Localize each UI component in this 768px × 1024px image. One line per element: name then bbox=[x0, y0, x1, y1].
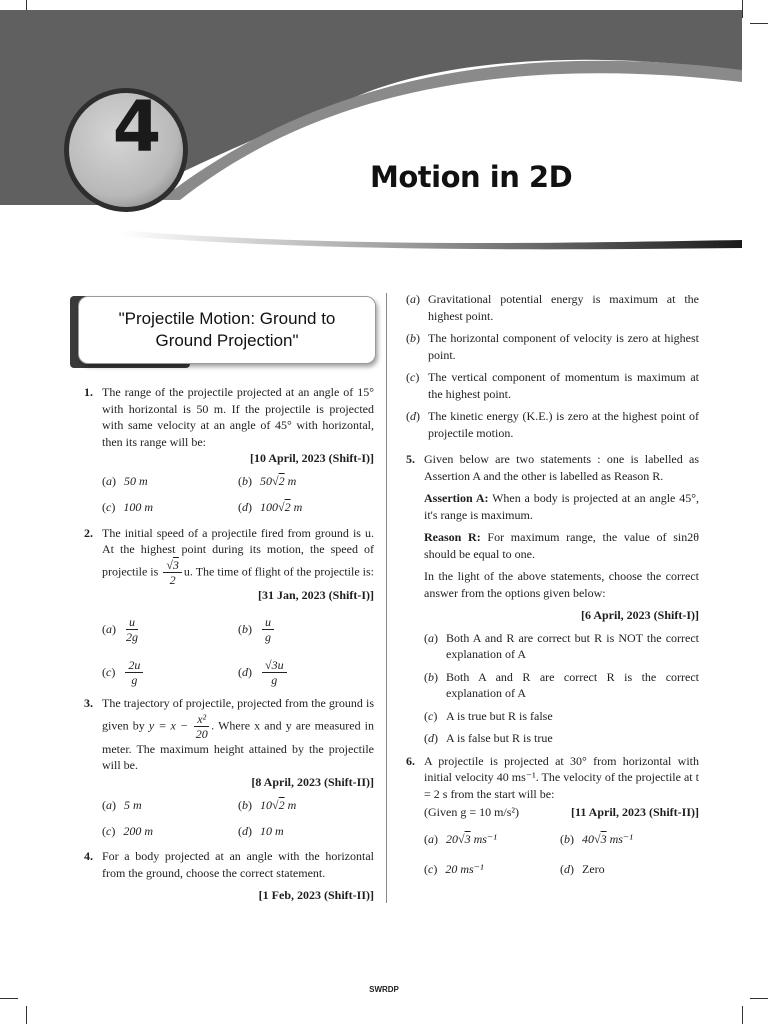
question-source: [8 April, 2023 (Shift-II)] bbox=[251, 774, 374, 789]
crop-mark bbox=[0, 998, 18, 999]
fraction: $\frac{√3}{2}$ bbox=[163, 558, 182, 587]
chapter-title: Motion in 2D bbox=[370, 160, 573, 194]
question-text: The initial speed of a projectile fired from ground is u. At the highest point during its motion, the speed of projectile is bbox=[102, 525, 374, 578]
section-heading: "Projectile Motion: Ground to Ground Projection" bbox=[118, 309, 336, 350]
option-c: ( c ) 100 m bbox=[102, 499, 238, 517]
option-a: ( a ) Both A and R are correct but R is NOT the correct explanation of A bbox=[424, 630, 699, 663]
right-column bbox=[406, 291, 699, 887]
option-a: ( a ) 50 m bbox=[102, 473, 238, 491]
question-6: 6. A projectile is projected at 30° from horizontal with initial velocity 40 ms⁻¹. The velocity of the projectile at t = 2 s from the start will be: (Given g = 10 m/s²) [11 April, 2023 (Shift-II)] bbox=[406, 753, 699, 819]
option-c: ( c ) 20 ms⁻¹ bbox=[424, 861, 560, 879]
question-source: [6 April, 2023 (Shift-I)] bbox=[581, 608, 699, 622]
question-5: 5. Given below are two statements : one is labelled as Assertion A and the other is labelled as Reason R. Assertion A: When a body is projected at an angle 45°, it's range is maximum. Reason R: For maximum range, the value of sin2θ should be equal to one. In the light of the above statements, choose the correct answer from the options given below: [6 April, 2023 (Shift-I)] bbox=[406, 452, 699, 622]
option-d: ( d ) Zero bbox=[560, 861, 710, 879]
left-column bbox=[84, 384, 374, 904]
option-b: ( b ) Both A and R are correct R is the correct explanation of A bbox=[424, 669, 699, 702]
question-text: A projectile is projected at 30° from horizontal with initial velocity 40 ms⁻¹. The velocity of the projectile at t = 2 s from the start will be: bbox=[424, 753, 699, 801]
crop-mark bbox=[742, 1006, 743, 1024]
option-b: ( b ) The horizontal component of velocity is zero at highest point. bbox=[406, 330, 699, 363]
option-d: ( d ) $\frac{√3u}{g}$ bbox=[238, 658, 388, 687]
question-text: For a body projected at an angle with the horizontal from the ground, choose the correct statement. bbox=[102, 849, 374, 880]
option-a: ( a ) 20√3 ms⁻¹ bbox=[424, 831, 560, 849]
options bbox=[406, 831, 699, 879]
option-d: ( d ) 10 m bbox=[238, 822, 388, 840]
option-a: ( a ) 5 m bbox=[102, 796, 238, 814]
assertion: Assertion A: When a body is projected at an angle 45°, it's range is maximum. bbox=[424, 491, 699, 522]
question-source: [1 Feb, 2023 (Shift-II)] bbox=[258, 888, 374, 902]
question-text: The trajectory of projectile, projected from the ground is given by bbox=[102, 696, 374, 732]
question-source: [31 Jan, 2023 (Shift-I)] bbox=[258, 587, 374, 602]
option-c: ( c ) A is true but R is false bbox=[424, 708, 699, 725]
option-d: ( d ) 100√2 m bbox=[238, 499, 388, 517]
question-1: 1. The range of the projectile projected at an angle of 15° with horizontal is 50 m. If the projectile is projected with same velocity at an angle of 45° with horizontal, then its range will be: [10 April, 2023 (Shift-I)] bbox=[84, 385, 374, 465]
question-2: 2. The initial speed of a projectile fired from ground is u. At the highest point during its motion, the speed of projectile is $\frac{√3}{2}$ u. The time of flight of the projectile is: [31 Jan, 2023 (Shift-I)] bbox=[84, 525, 374, 602]
option-b: ( b ) 40√3 ms⁻¹ bbox=[560, 831, 710, 849]
crop-mark bbox=[750, 998, 768, 999]
question-3: 3. The trajectory of projectile, projected from the ground is given by y = x − $\frac{\text{x²}}{20}$ . Where x and y are measured in meter. The maximum height attained by the projectile will be. [8 April, 2023 (Shift-II)] bbox=[84, 696, 375, 789]
option-d: ( d ) The kinetic energy (K.E.) is zero at the highest point of projectile motion. bbox=[406, 408, 699, 441]
option-b: ( b ) 10√2 m bbox=[238, 796, 388, 814]
option-b: ( b ) 50√2 m bbox=[238, 473, 388, 491]
question-source: [11 April, 2023 (Shift-II)] bbox=[570, 805, 699, 819]
page-footer: SWRDP bbox=[369, 985, 399, 994]
option-c: ( c ) 200 m bbox=[102, 822, 238, 840]
fraction: $\frac{\text{x²}}{20}$ bbox=[195, 711, 208, 741]
options bbox=[84, 615, 374, 687]
option-b: ( b ) $\frac{u}{g}$ bbox=[238, 615, 388, 644]
option-d: ( d ) A is false but R is true bbox=[424, 730, 699, 747]
question-text: Given below are two statements : one is labelled as Assertion A and the other is labelled as Reason R. bbox=[424, 452, 699, 483]
option-c: ( c ) The vertical component of momentum is maximum at the highest point. bbox=[406, 369, 699, 402]
option-a: ( a ) $\frac{u}{2g}$ bbox=[102, 615, 238, 644]
section-heading-box bbox=[70, 296, 375, 366]
question-4: 4. For a body projected at an angle with the horizontal from the ground, choose the correct statement. [1 Feb, 2023 (Shift-II)] bbox=[84, 849, 374, 902]
instruction: In the light of the above statements, choose the correct answer from the options given below: bbox=[424, 569, 699, 600]
options bbox=[406, 630, 699, 747]
options bbox=[84, 473, 374, 517]
chapter-number: 4 bbox=[112, 86, 160, 168]
reason: Reason R: For maximum range, the value of sin2θ should be equal to one. bbox=[424, 530, 699, 561]
option-a: ( a ) Gravitational potential energy is maximum at the highest point. bbox=[406, 291, 699, 324]
option-c: ( c ) $\frac{2u}{g}$ bbox=[102, 658, 238, 687]
options bbox=[84, 796, 374, 840]
given-note: (Given g = 10 m/s²) bbox=[424, 805, 520, 819]
question-source: [10 April, 2023 (Shift-I)] bbox=[250, 451, 374, 465]
crop-mark bbox=[26, 1006, 27, 1024]
question-text: The range of the projectile projected at an angle of 15° with horizontal is 50 m. If the projectile is projected with same velocity at an angle of 45° with horizontal, then its range will be: bbox=[102, 385, 374, 449]
